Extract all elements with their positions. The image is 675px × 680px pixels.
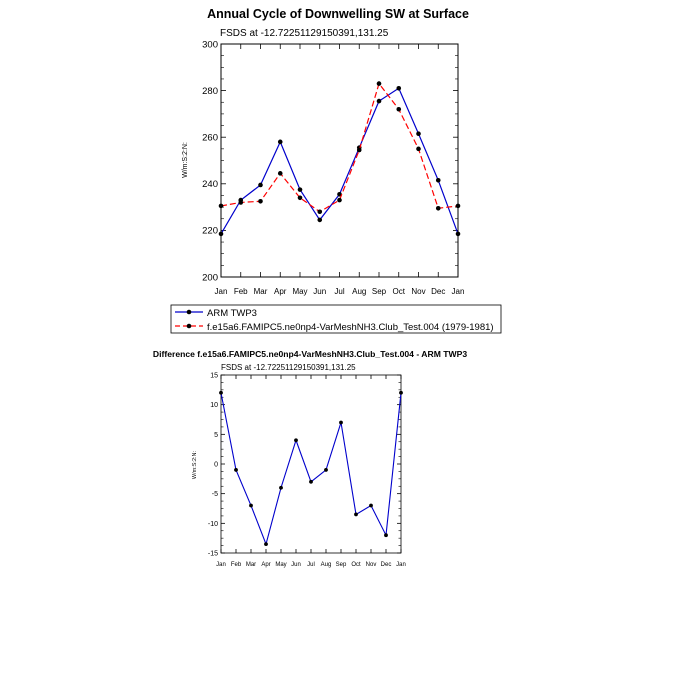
data-point [436,178,441,183]
y-tick-label: 15 [210,372,218,380]
chart-2-ticks [221,375,401,553]
data-point [264,542,268,546]
chart-2-plot-frame [221,375,401,553]
x-tick-label: Jan [214,287,228,296]
data-point [384,533,388,537]
data-point [278,140,283,145]
data-point [219,232,224,237]
data-point [298,195,303,200]
x-tick-label: Jul [307,562,315,568]
x-tick-label: Sep [371,287,387,296]
x-tick-label: Feb [233,287,248,296]
x-tick-label: Jan [451,287,465,296]
y-tick-label: 300 [202,39,218,51]
x-tick-label: May [292,287,308,296]
y-tick-label: -15 [207,550,218,558]
y-tick-label: 0 [214,461,218,469]
legend-label-model: f.e15a6.FAMIPC5.ne0np4-VarMeshNH3.Club_Test.004 (1979-1981) [207,322,494,333]
x-tick-label: Nov [365,562,377,568]
x-tick-label: Dec [431,287,446,296]
data-point [258,183,263,188]
data-point [309,480,313,484]
chart-2 [153,349,467,568]
chart-2-ylabel: W/m:S:2:N: [192,450,198,480]
y-tick-label: -5 [211,491,218,499]
data-point [399,391,403,395]
data-point [294,438,298,442]
x-tick-label: May [275,562,287,568]
x-tick-label: Sep [335,562,347,568]
data-point [396,86,401,91]
chart-2-title: Difference f.e15a6.FAMIPC5.ne0np4-VarMeshNH3.Club_Test.004 - ARM TWP3 [152,349,468,359]
series-line-0 [221,393,401,544]
data-point [416,131,421,136]
chart-2-x-tick-labels [216,562,406,568]
y-tick-label: 200 [202,272,218,284]
data-point [456,232,461,237]
data-point [396,107,401,112]
chart-1-title: Annual Cycle of Downwelling SW at Surface [207,7,469,21]
y-tick-label: 280 [202,85,218,97]
x-tick-label: Apr [261,562,271,568]
x-tick-label: Aug [352,287,367,296]
data-point [317,218,322,223]
x-tick-label: Mar [245,562,257,568]
chart-1-legend [171,305,501,333]
data-point [238,200,243,205]
data-point [357,148,362,153]
x-tick-label: Jun [291,562,301,568]
data-point [249,504,253,508]
y-tick-label: -10 [207,520,218,528]
data-point [456,204,461,209]
data-point [258,199,263,204]
x-tick-label: Jul [334,287,345,296]
y-tick-label: 5 [214,431,218,439]
y-tick-label: 260 [202,132,218,144]
y-tick-label: 240 [202,179,218,191]
legend-label-arm: ARM TWP3 [207,308,257,319]
chart-1-y-tick-labels [202,39,218,283]
data-point [279,486,283,490]
x-tick-label: Dec [380,562,392,568]
data-point [278,171,283,176]
x-tick-label: Nov [411,287,426,296]
chart-1-x-tick-labels [215,287,465,296]
chart-2-y-tick-labels [208,372,218,557]
data-point [369,504,373,508]
y-tick-label: 220 [202,225,218,237]
chart-1-ylabel: W/m:S:2:N: [182,142,189,178]
y-tick-label: 10 [210,402,218,410]
x-tick-label: Jun [313,287,327,296]
x-tick-label: Mar [253,287,268,296]
x-tick-label: Jan [396,562,406,568]
data-point [219,391,223,395]
x-tick-label: Oct [351,562,361,568]
chart-1 [171,7,501,333]
x-tick-label: Apr [274,287,287,296]
legend-marker-arm [187,310,192,315]
data-point [354,513,358,517]
data-point [324,468,328,472]
chart-1-series [219,81,461,236]
data-point [317,209,322,214]
data-point [234,468,238,472]
data-point [436,206,441,211]
chart-1-subtitle: FSDS at -12.72251129150391,131.25 [220,28,389,39]
x-tick-label: Feb [230,562,242,568]
data-point [377,81,382,86]
data-point [339,421,343,425]
data-point [377,99,382,104]
x-tick-label: Oct [392,287,405,296]
x-tick-label: Jan [216,562,226,568]
chart-2-subtitle: FSDS at -12.72251129150391,131.25 [221,363,356,372]
chart-2-series [219,391,403,546]
data-point [219,204,224,209]
data-point [337,198,342,203]
data-point [416,147,421,152]
data-point [298,187,303,192]
legend-marker-model [187,324,192,329]
x-tick-label: Aug [320,562,332,568]
